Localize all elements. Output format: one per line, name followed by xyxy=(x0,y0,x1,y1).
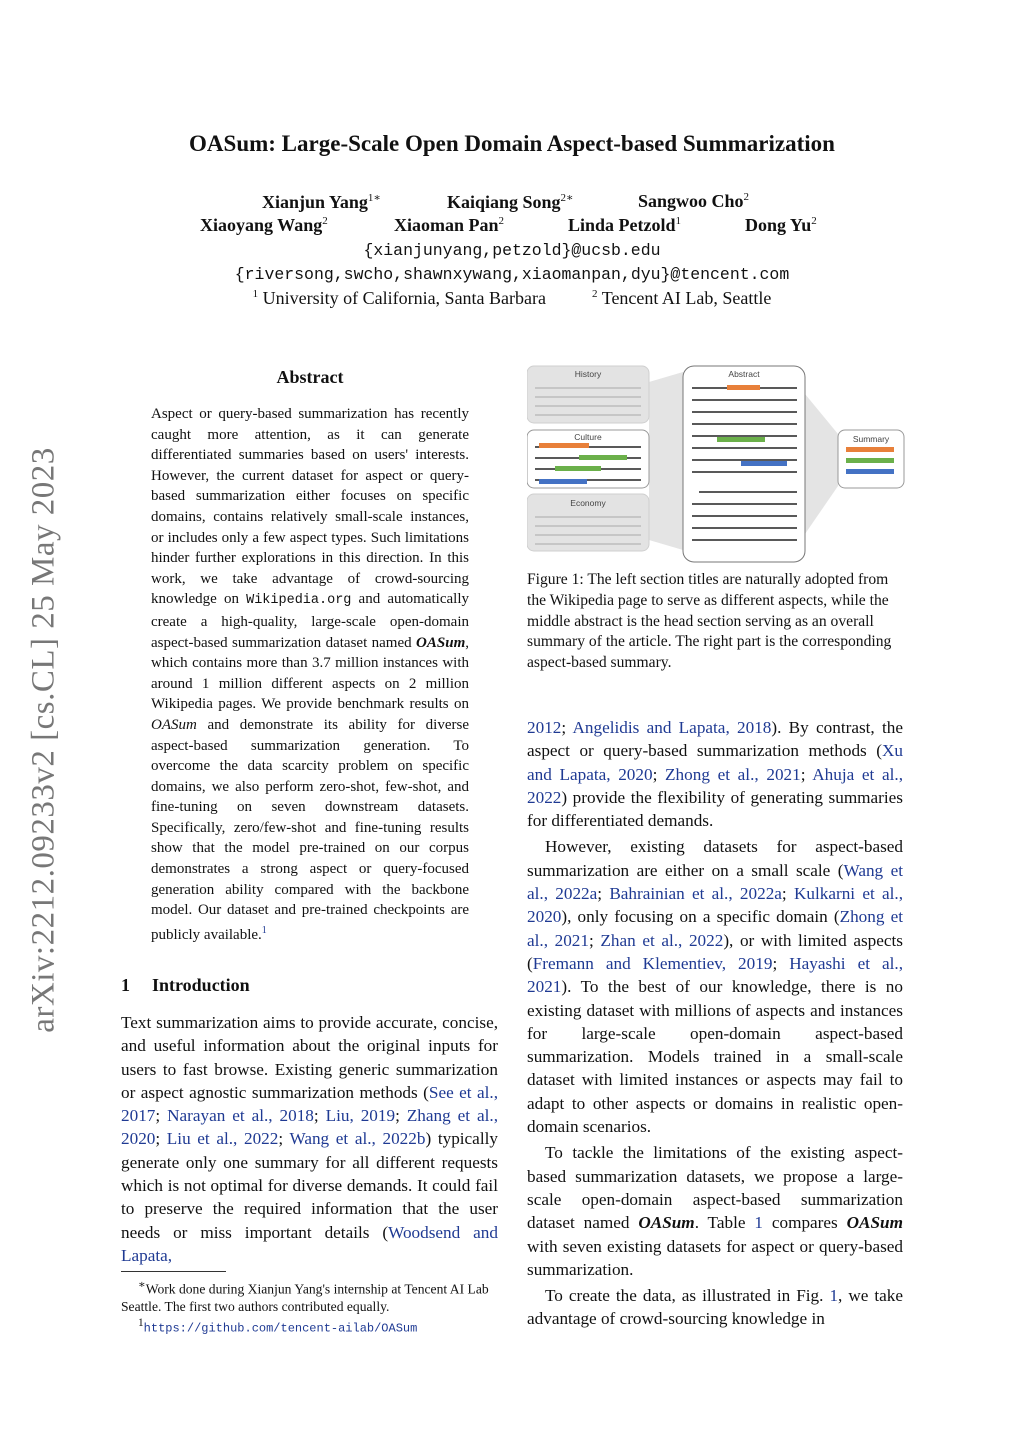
citation-liu-2019[interactable]: Liu, 2019 xyxy=(325,1106,396,1126)
footnotes xyxy=(121,1277,501,1337)
section-heading-introduction: 1 Introduction xyxy=(121,975,250,995)
abstract-green-bar xyxy=(717,437,765,442)
abstract-blue-bar xyxy=(741,461,787,466)
citation-xu-2020[interactable]: Xu and Lapata, 2020 xyxy=(527,741,903,784)
left-connector xyxy=(649,372,683,550)
author-linda-petzold: Linda Petzold$^1$ xyxy=(568,215,682,235)
economy-panel xyxy=(527,494,649,551)
intro-text-right xyxy=(527,716,903,1331)
citation-narayan-2018[interactable]: Narayan et al., 2018 xyxy=(167,1106,314,1126)
paper-title: OASum: Large-Scale Open Domain Aspect-based Summarization xyxy=(189,131,835,156)
citation-fremann-2019[interactable]: Fremann and Klementiev, 2019 xyxy=(532,953,773,973)
summary-panel xyxy=(838,430,904,488)
citation-wang-2022a[interactable]: Wang et al., 2022a xyxy=(527,860,903,904)
citation-kulkarni-2020[interactable]: Kulkarni et al., 2020 xyxy=(527,884,903,927)
github-link[interactable]: https://github.com/tencent-ailab/OASum xyxy=(143,1321,418,1336)
abstract-body: Aspect or query-based summarization has recently caught more attention, as it can generate differentiated summaries based on users' interests. However, the current dataset for aspect or query-based summarization either focuses on specific domains, contains relatively small-scale instances, or includes only a few aspect types. Such limitations hinder further explorations in this direction. In this work, we take advantage of crowd-sourcing knowledge on Wikipedia.org and automatically create a high-quality, large-scale open-domain aspect-based summarization dataset named OASum, which contains more than 3.7 million instances with around 1 million different aspects on 2 million Wikipedia pages. We provide benchmark results on OASum and demonstrate its ability for diverse aspect-based summarization generation. To overcome the data scarcity problem on specific domains, we also perform zero-shot, few-shot, and fine-tuning on seven downstream datasets. Specifically, zero/few-shot and fine-tuning results show that the model pre-trained on our corpus demonstrates a strong aspect or query-focused generation ability compared with the backbone model. Our dataset and pre-trained checkpoints are publicly available.$^1$ xyxy=(151,406,469,943)
summary-green-bar xyxy=(846,458,894,463)
citation-see-2017[interactable]: See et al., 2017 xyxy=(121,1082,499,1126)
culture-green-bar-1 xyxy=(579,455,627,460)
author-dong-yu: Dong Yu$^2$ xyxy=(745,215,817,235)
citation-zhan-2022[interactable]: Zhan et al., 2022 xyxy=(600,930,724,950)
email-tencent: {riversong,swcho,shawnxywang,xiaomanpan,dyu}@tencent.com xyxy=(234,265,790,284)
abstract-panel xyxy=(683,366,805,562)
author-kaiqiang-song: Kaiqiang Song$^{2∗}$ xyxy=(447,192,574,212)
footnote-one: $^1$https://github.com/tencent-ailab/OASum xyxy=(138,1316,418,1336)
citation-zhang-2020[interactable]: Zhang et al., 2020 xyxy=(121,1106,498,1149)
citation-bahrainian-2022a[interactable]: Bahrainian et al., 2022a xyxy=(609,884,782,904)
intro-paragraph-left: Text summarization aims to provide accurate, concise, and useful information about the original inputs for users to fast browse. Existing generic summarization or aspect agnostic summarization methods (See et al., 2017; Narayan et al., 2018; Liu, 2019; Zhang et al., 2020; Liu et al., 2022; Wang et al., 2022b) typically generate only one summary for all different requests which is not optimal for diverse demands. It could fail to preserve the required information that the user needs or miss important details (Woodsend and Lapata, xyxy=(121,1013,499,1265)
author-xiaoyang-wang: Xiaoyang Wang$^2$ xyxy=(200,215,328,235)
citation-zhong-2021-b[interactable]: Zhong et al., 2021 xyxy=(527,907,904,950)
figure-1-diagram xyxy=(527,364,905,564)
history-label: History xyxy=(574,369,602,379)
citation-hayashi-2021[interactable]: Hayashi et al., 2021 xyxy=(527,953,903,997)
author-xiaoman-pan: Xiaoman Pan$^2$ xyxy=(394,215,505,235)
citation-woodsend-2012[interactable]: 2012 xyxy=(527,718,562,737)
intro-paragraph-right-4: To create the data, as illustrated in Fig. 1, we take advantage of crowd-sourcing knowledge in xyxy=(527,1286,903,1329)
footnote-link-1[interactable]: 1 xyxy=(261,924,267,936)
intro-paragraph-right-1: 2012; Angelidis and Lapata, 2018). By contrast, the aspect or query-based summarization methods (Xu and Lapata, 2020; Zhong et al., 2021; Ahuja et al., 2022) provide the flexibility of generating summaries for differentiated demands. xyxy=(527,718,904,831)
table-1-ref[interactable]: 1 xyxy=(754,1213,763,1233)
abstract-orange-bar xyxy=(727,385,760,390)
summary-label: Summary xyxy=(852,434,890,444)
economy-label: Economy xyxy=(570,498,606,508)
culture-label: Culture xyxy=(574,432,602,442)
citation-liu-2022[interactable]: Liu et al., 2022 xyxy=(166,1129,279,1149)
arxiv-side-stamp: arXiv:2212.09233v2 [cs.CL] 25 May 2023 xyxy=(25,447,62,1033)
citation-angelidis-2018[interactable]: Angelidis and Lapata, 2018 xyxy=(572,718,772,737)
culture-panel xyxy=(527,430,649,488)
citation-woodsend-lapata[interactable]: Woodsend and Lapata, xyxy=(121,1222,498,1265)
email-ucsb: {xianjunyang,petzold}@ucsb.edu xyxy=(363,241,661,260)
right-connector xyxy=(805,394,838,534)
figure-1-ref[interactable]: 1 xyxy=(829,1286,839,1306)
summary-blue-bar xyxy=(846,469,894,474)
intro-paragraph-right-2: However, existing datasets for aspect-based summarization are either on a small scale (Wang et al., 2022a; Bahrainian et al., 2022a; Kulkarni et al., 2020), only focusing on a specific domain (Zhong et al., 2021; Zhan et al., 2022), or with limited aspects (Fremann and Klementiev, 2019; Hayashi et al., 2021). To the best of our knowledge, there is no existing dataset with millions of aspects and instances for large-scale open-domain aspect-based summarization. Models trained in a small-scale dataset with limited instances or aspects may fail to adapt to other aspects or domains in realistic open-domain scenarios. xyxy=(527,837,904,1137)
citation-ahuja-2022[interactable]: Ahuja et al., 2022 xyxy=(527,764,904,807)
footnote-rule xyxy=(121,1271,226,1272)
figure-1-caption: Figure 1: The left section titles are naturally adopted from the Wikipedia page to serve as different aspects, while the middle abstract is the head section serving as an overall summary of the article. The right part is the corresponding aspect-based summary. xyxy=(527,571,892,672)
affiliations: $^1$ University of California, Santa Barbara $^2$ Tencent AI Lab, Seattle xyxy=(252,288,772,308)
culture-blue-bar xyxy=(539,479,587,484)
history-panel xyxy=(527,366,649,423)
summary-orange-bar xyxy=(846,447,894,452)
abstract-heading: Abstract xyxy=(276,367,344,387)
intro-paragraph-right-3: To tackle the limitations of the existing aspect-based summarization datasets, we propose a large-scale open-domain aspect-based summarization dataset named OASum. Table 1 compares OASum with seven existing datasets for aspect or query-based summarization. xyxy=(527,1143,903,1279)
footnote-star: ∗Work done during Xianjun Yang's internship at Tencent AI Lab Seattle. The first two authors contributed equally. xyxy=(121,1279,489,1314)
culture-green-bar-2 xyxy=(555,466,601,471)
citation-wang-2022b[interactable]: Wang et al., 2022b xyxy=(289,1129,426,1149)
citation-zhong-2021[interactable]: Zhong et al., 2021 xyxy=(665,764,801,784)
author-sangwoo-cho: Sangwoo Cho$^2$ xyxy=(638,191,750,211)
author-xianjun-yang: Xianjun Yang$^{1∗}$ xyxy=(262,192,381,212)
abstract-fig-label: Abstract xyxy=(728,369,760,379)
culture-orange-bar xyxy=(539,443,589,448)
